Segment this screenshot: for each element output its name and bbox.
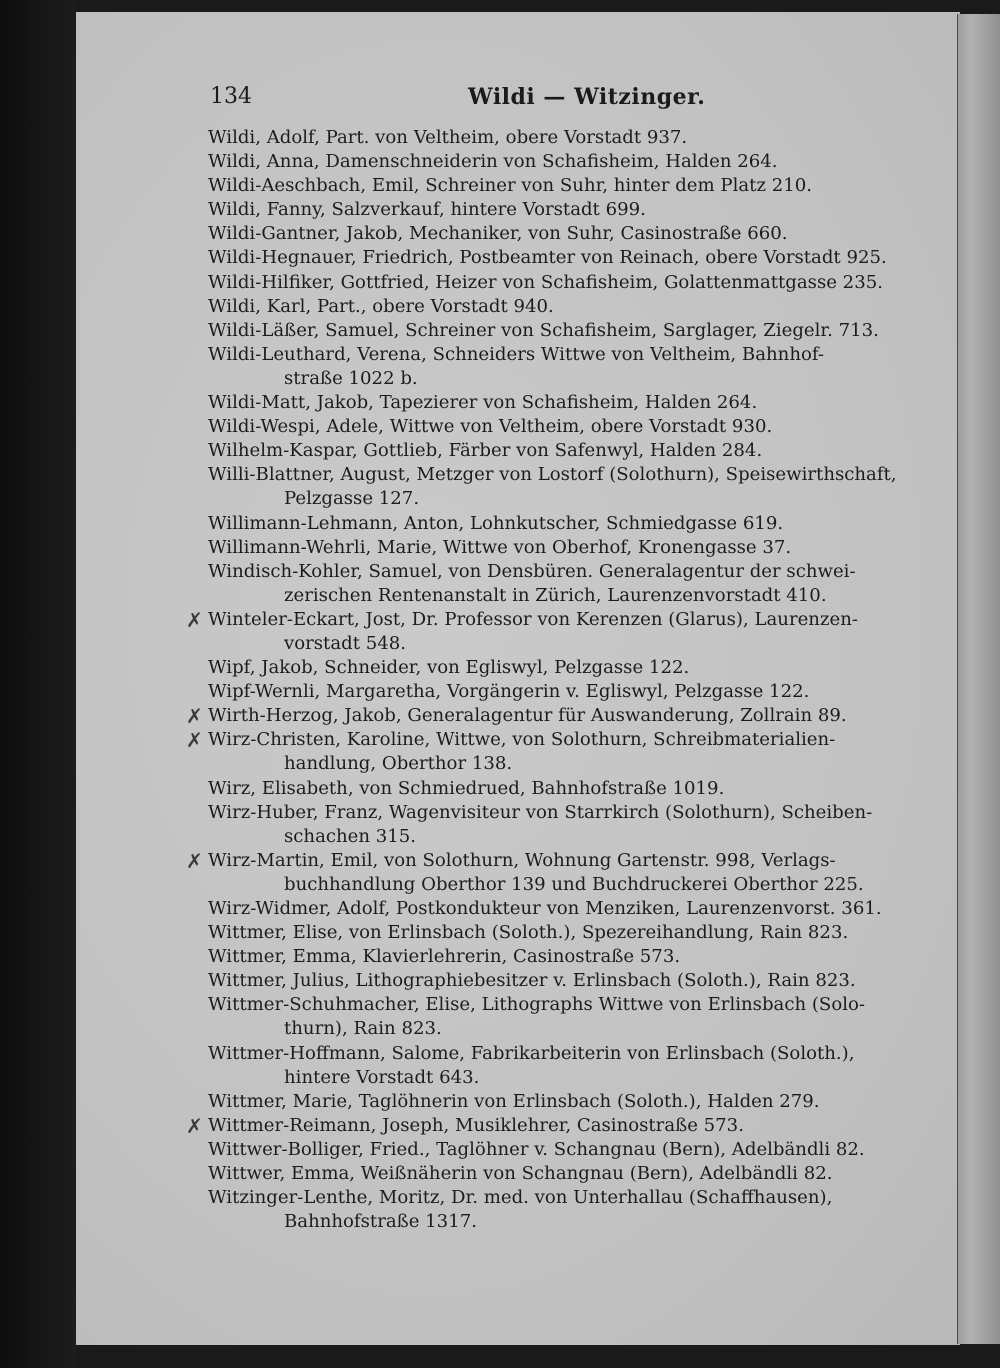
entry-line: Wildi-Läßer, Samuel, Schreiner von Schafisheim, Sarglager, Ziegelr. 713. <box>208 319 879 341</box>
entry-line: Wittmer, Marie, Taglöhnerin von Erlinsbach (Soloth.), Halden 279. <box>208 1090 820 1112</box>
entry-continuation-line: zerischen Rentenanstalt in Zürich, Laurenzenvorstadt 410. <box>284 584 827 606</box>
entry-line: Willimann-Wehrli, Marie, Wittwe von Oberhof, Kronengasse 37. <box>208 536 792 558</box>
directory-entry <box>208 969 892 993</box>
entry-continuation-line: vorstadt 548. <box>284 632 407 654</box>
entry-line: Wildi-Hegnauer, Friedrich, Postbeamter von Reinach, obere Vorstadt 925. <box>208 247 887 269</box>
entry-line: Wilhelm-Kaspar, Gottlieb, Färber von Safenwyl, Halden 284. <box>208 440 763 462</box>
entry-line: Wittmer, Emma, Klavierlehrerin, Casinostraße 573. <box>208 946 681 968</box>
scan-background-left <box>0 0 76 1368</box>
entry-line: Wittmer, Elise, von Erlinsbach (Soloth.), Spezereihandlung, Rain 823. <box>208 922 849 944</box>
entry-line: Wildi-Hilfiker, Gottfried, Heizer von Schafisheim, Golattenmattgasse 235. <box>208 271 883 293</box>
entry-line: Wittwer, Emma, Weißnäherin von Schangnau (Bern), Adelbändli 82. <box>208 1163 833 1185</box>
directory-entry <box>208 1162 892 1186</box>
directory-entry <box>208 319 892 343</box>
entry-line: Willi-Blattner, August, Metzger von Lostorf (Solothurn), Speisewirthschaft, <box>208 464 897 486</box>
entry-line: Wittmer-Schuhmacher, Elise, Lithographs Wittwe von Erlinsbach (Solo- <box>208 994 866 1016</box>
directory-entry <box>208 680 892 704</box>
entry-line: Wildi-Gantner, Jakob, Mechaniker, von Suhr, Casinostraße 660. <box>208 223 788 245</box>
page-header <box>210 84 880 120</box>
entry-line: Wipf-Wernli, Margaretha, Vorgängerin v. Egliswyl, Pelzgasse 122. <box>208 681 810 703</box>
directory-entry <box>208 271 892 295</box>
entry-continuation-line: handlung, Oberthor 138. <box>284 753 513 775</box>
directory-entry <box>208 295 892 319</box>
next-page-edge <box>958 14 1000 1344</box>
handwritten-check-mark: ✗ <box>186 848 203 873</box>
directory-entry <box>208 439 892 463</box>
entry-line: Wirz, Elisabeth, von Schmiedrued, Bahnhofstraße 1019. <box>208 777 725 799</box>
directory-entry <box>208 1186 892 1234</box>
entry-line: Witzinger-Lenthe, Moritz, Dr. med. von Unterhallau (Schaffhausen), <box>208 1187 833 1209</box>
entry-line: Wittmer-Reimann, Joseph, Musiklehrer, Casinostraße 573. <box>208 1114 744 1136</box>
handwritten-check-mark: ✗ <box>186 607 203 632</box>
entry-continuation-line: schachen 315. <box>284 825 417 847</box>
directory-entry <box>208 777 892 801</box>
entry-line: Wildi, Fanny, Salzverkauf, hintere Vorstadt 699. <box>208 199 646 221</box>
entry-line: Wirz-Christen, Karoline, Wittwe, von Solothurn, Schreibmaterialien- <box>208 729 836 751</box>
entry-continuation-line: thurn), Rain 823. <box>284 1018 442 1040</box>
entry-continuation-line: buchhandlung Oberthor 139 und Buchdruckerei Oberthor 225. <box>284 873 864 895</box>
directory-entry <box>208 150 892 174</box>
handwritten-check-mark: ✗ <box>186 704 203 729</box>
entry-line: Wirz-Huber, Franz, Wagenvisiteur von Starrkirch (Solothurn), Scheiben- <box>208 801 873 823</box>
directory-entry <box>208 945 892 969</box>
directory-entry <box>186 704 892 729</box>
directory-entry <box>208 222 892 246</box>
directory-entry <box>208 415 892 439</box>
directory-entry <box>208 246 892 270</box>
entry-line: Wildi-Matt, Jakob, Tapezierer von Schafisheim, Halden 264. <box>208 392 758 414</box>
entry-line: Wirz-Martin, Emil, von Solothurn, Wohnung Gartenstr. 998, Verlags- <box>208 849 836 871</box>
directory-entry <box>208 560 892 608</box>
directory-entry <box>208 656 892 680</box>
entry-line: Windisch-Kohler, Samuel, von Densbüren. Generalagentur der schwei- <box>208 560 856 582</box>
entry-line: Wipf, Jakob, Schneider, von Egliswyl, Pelzgasse 122. <box>208 657 690 679</box>
directory-entry <box>208 463 897 511</box>
entry-continuation-line: Pelzgasse 127. <box>284 488 420 510</box>
directory-entry <box>186 1113 892 1138</box>
directory-entry <box>208 126 892 150</box>
entry-continuation-line: hintere Vorstadt 643. <box>284 1066 480 1088</box>
directory-entry <box>208 343 892 391</box>
entry-line: Wildi-Leuthard, Verena, Schneiders Wittwe von Veltheim, Bahnhof- <box>208 343 825 365</box>
directory-entry <box>208 921 892 945</box>
entry-line: Wirz-Widmer, Adolf, Postkondukteur von Menziken, Laurenzenvorst. 361. <box>208 898 882 919</box>
entry-line: Winteler-Eckart, Jost, Dr. Professor von Kerenzen (Glarus), Laurenzen- <box>208 608 858 630</box>
directory-entries <box>186 126 897 1234</box>
entry-line: Wildi, Anna, Damenschneiderin von Schafisheim, Halden 264. <box>208 151 778 173</box>
directory-entry <box>208 198 892 222</box>
directory-entry <box>208 801 892 849</box>
directory-entry <box>208 536 892 560</box>
directory-entry <box>186 607 892 656</box>
directory-entry <box>186 848 892 897</box>
entry-line: Wildi-Wespi, Adele, Wittwe von Veltheim, obere Vorstadt 930. <box>208 416 773 438</box>
entry-continuation-line: straße 1022 b. <box>284 367 418 389</box>
page-number: 134 <box>210 84 252 109</box>
directory-entry <box>186 728 892 776</box>
entry-line: Wittmer, Julius, Lithographiebesitzer v. Erlinsbach (Soloth.), Rain 823. <box>208 970 856 992</box>
directory-entry <box>208 1138 892 1162</box>
entry-line: Wildi, Karl, Part., obere Vorstadt 940. <box>208 295 554 317</box>
directory-entry <box>208 897 892 921</box>
entry-line: Wirth-Herzog, Jakob, Generalagentur für Auswanderung, Zollrain 89. <box>208 705 847 727</box>
directory-entry <box>208 1090 892 1114</box>
handwritten-check-mark: ✗ <box>186 728 203 753</box>
handwritten-check-mark: ✗ <box>186 1113 203 1138</box>
entry-continuation-line: Bahnhofstraße 1317. <box>284 1211 477 1233</box>
entry-line: Wittmer-Hoffmann, Salome, Fabrikarbeiterin von Erlinsbach (Soloth.), <box>208 1042 855 1064</box>
entry-line: Wittwer-Bolliger, Fried., Taglöhner v. Schangnau (Bern), Adelbändli 82. <box>208 1138 865 1160</box>
directory-entry <box>208 174 892 198</box>
directory-entry <box>208 512 892 536</box>
running-head: Wildi — Witzinger. <box>468 84 706 110</box>
directory-entry <box>208 1042 892 1090</box>
entry-line: Wildi-Aeschbach, Emil, Schreiner von Suhr, hinter dem Platz 210. <box>208 175 813 197</box>
directory-entry <box>208 391 892 415</box>
directory-entry <box>208 993 892 1041</box>
entry-line: Wildi, Adolf, Part. von Veltheim, obere Vorstadt 937. <box>208 127 688 148</box>
entry-line: Willimann-Lehmann, Anton, Lohnkutscher, Schmiedgasse 619. <box>208 512 784 534</box>
